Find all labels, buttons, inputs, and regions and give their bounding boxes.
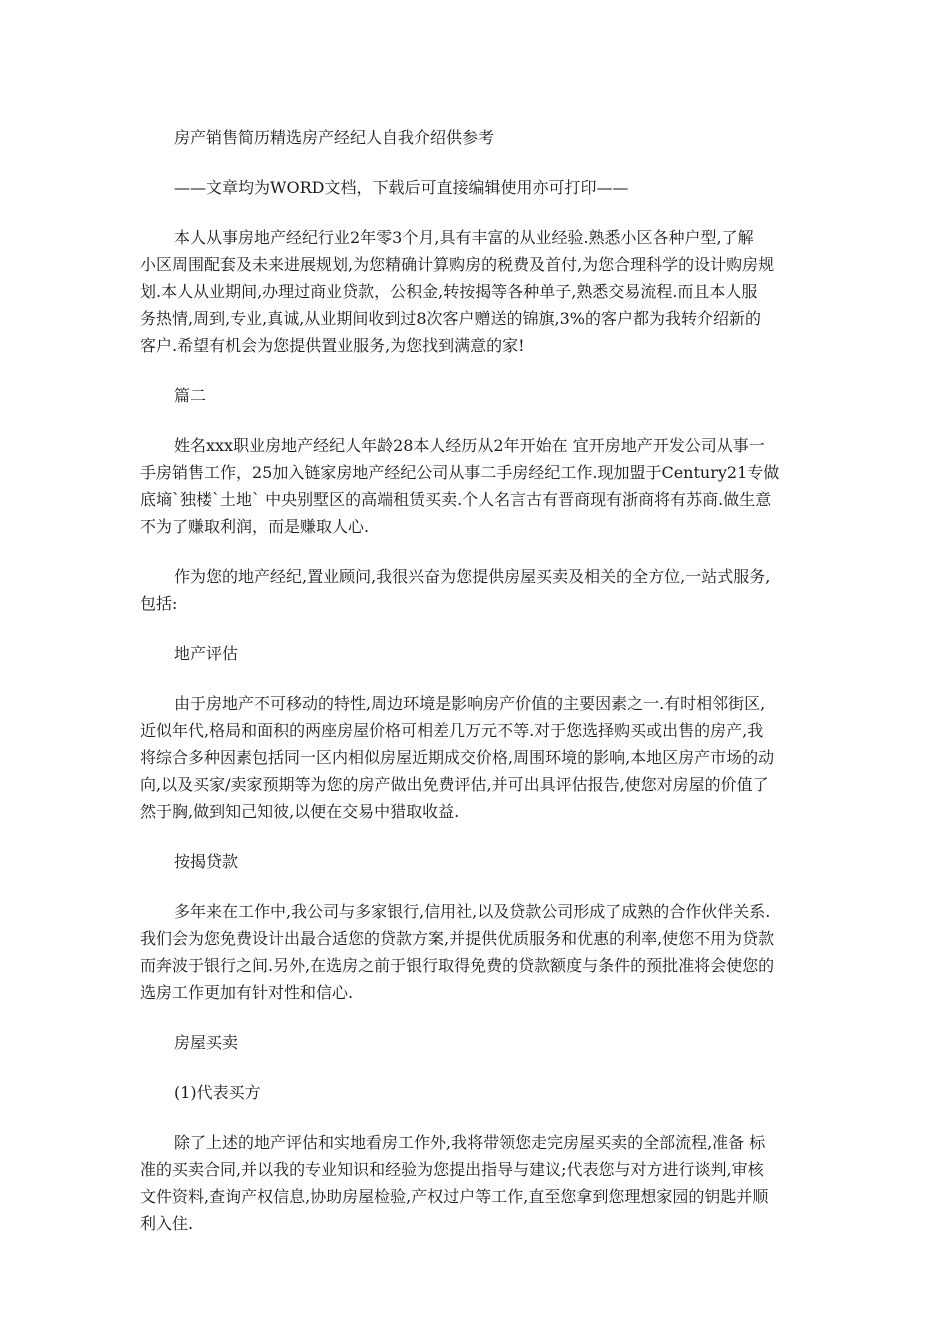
paragraph-line: 利入住. [140, 1214, 194, 1233]
paragraph-line: 选房工作更加有针对性和信心. [140, 983, 354, 1002]
paragraph-line: 包括: [140, 594, 178, 613]
paragraph-line: 文件资料,查询产权信息,协助房屋检验,产权过户等工作,直至您拿到您理想家园的钥匙并顺 [140, 1187, 769, 1206]
document-title: 房产销售简历精选房产经纪人自我介绍供参考 [174, 128, 495, 147]
document-page [140, 124, 812, 1237]
services-paragraph [140, 563, 812, 617]
paragraph-line: 不为了赚取利润，而是赚取人心. [140, 517, 370, 536]
paragraph-line: 而奔波于银行之间.另外,在选房之前于银行取得免费的贷款额度与条件的预批准将会使您的 [140, 956, 775, 975]
paragraph-line: 底墒`独楼`土地` 中央别墅区的高端租赁买卖.个人名言古有晋商现有浙商将有苏商.做生意 [140, 490, 772, 509]
paragraph-line: 由于房地产不可移动的特性,周边环境是影响房产价值的主要因素之一.有时相邻街区, [174, 694, 766, 713]
appraisal-paragraph [140, 690, 812, 825]
paragraph-line: 近似年代,格局和面积的两座房屋价格可相差几万元不等.对于您选择购买或出售的房产,我 [140, 721, 764, 740]
paragraph-line: 我们会为您免费设计出最合适您的贷款方案,并提供优质服务和优惠的利率,使您不用为贷款 [140, 929, 775, 948]
subsection-heading: (1)代表买方 [174, 1083, 261, 1102]
paragraph-line: 手房销售工作，25加入链家房地产经纪公司从事二手房经纪工作.现加盟于Century21专做 [140, 463, 780, 482]
buyer-paragraph [140, 1129, 812, 1237]
section-heading: 地产评估 [174, 644, 239, 663]
paragraph-line: 客户.希望有机会为您提供置业服务,为您找到满意的家! [140, 336, 525, 355]
intro-paragraph [140, 224, 812, 359]
profile-paragraph [140, 432, 812, 540]
section-heading: 房屋买卖 [174, 1033, 239, 1052]
section-heading: 按揭贷款 [174, 852, 239, 871]
paragraph-line: 本人从事房地产经纪行业2年零3个月,具有丰富的从业经验.熟悉小区各种户型,了解 [174, 228, 754, 247]
paragraph-line: 然于胸,做到知己知彼,以便在交易中猎取收益. [140, 802, 460, 821]
download-notice: ——文章均为WORD文档，下载后可直接编辑使用亦可打印—— [174, 178, 629, 197]
paragraph-line: 向,以及买家/卖家预期等为您的房产做出免费评估,并可出具评估报告,使您对房屋的价值了 [140, 775, 769, 794]
paragraph-line: 划.本人从业期间,办理过商业贷款，公积金,转按揭等各种单子,熟悉交易流程.而且本人服 [140, 282, 758, 301]
section-heading: 篇二 [174, 386, 207, 405]
paragraph-line: 务热情,周到,专业,真诚,从业期间收到过8次客户赠送的锦旗,3%的客户都为我转介绍新的 [140, 309, 761, 328]
paragraph-line: 多年来在工作中,我公司与多家银行,信用社,以及贷款公司形成了成熟的合作伙伴关系. [174, 902, 771, 921]
paragraph-line: 小区周围配套及未来进展规划,为您精确计算购房的税费及首付,为您合理科学的设计购房规 [140, 255, 775, 274]
mortgage-paragraph [140, 898, 812, 1006]
paragraph-line: 姓名xxx职业房地产经纪人年龄28本人经历从2年开始在 宜开房地产开发公司从事一 [174, 436, 765, 455]
paragraph-line: 将综合多种因素包括同一区内相似房屋近期成交价格,周围环境的影响,本地区房产市场的动 [140, 748, 775, 767]
paragraph-line: 作为您的地产经纪,置业顾问,我很兴奋为您提供房屋买卖及相关的全方位,一站式服务, [174, 567, 771, 586]
paragraph-line: 准的买卖合同,并以我的专业知识和经验为您提出指导与建议;代表您与对方进行谈判,审核 [140, 1160, 764, 1179]
paragraph-line: 除了上述的地产评估和实地看房工作外,我将带领您走完房屋买卖的全部流程,准备 标 [174, 1133, 766, 1152]
